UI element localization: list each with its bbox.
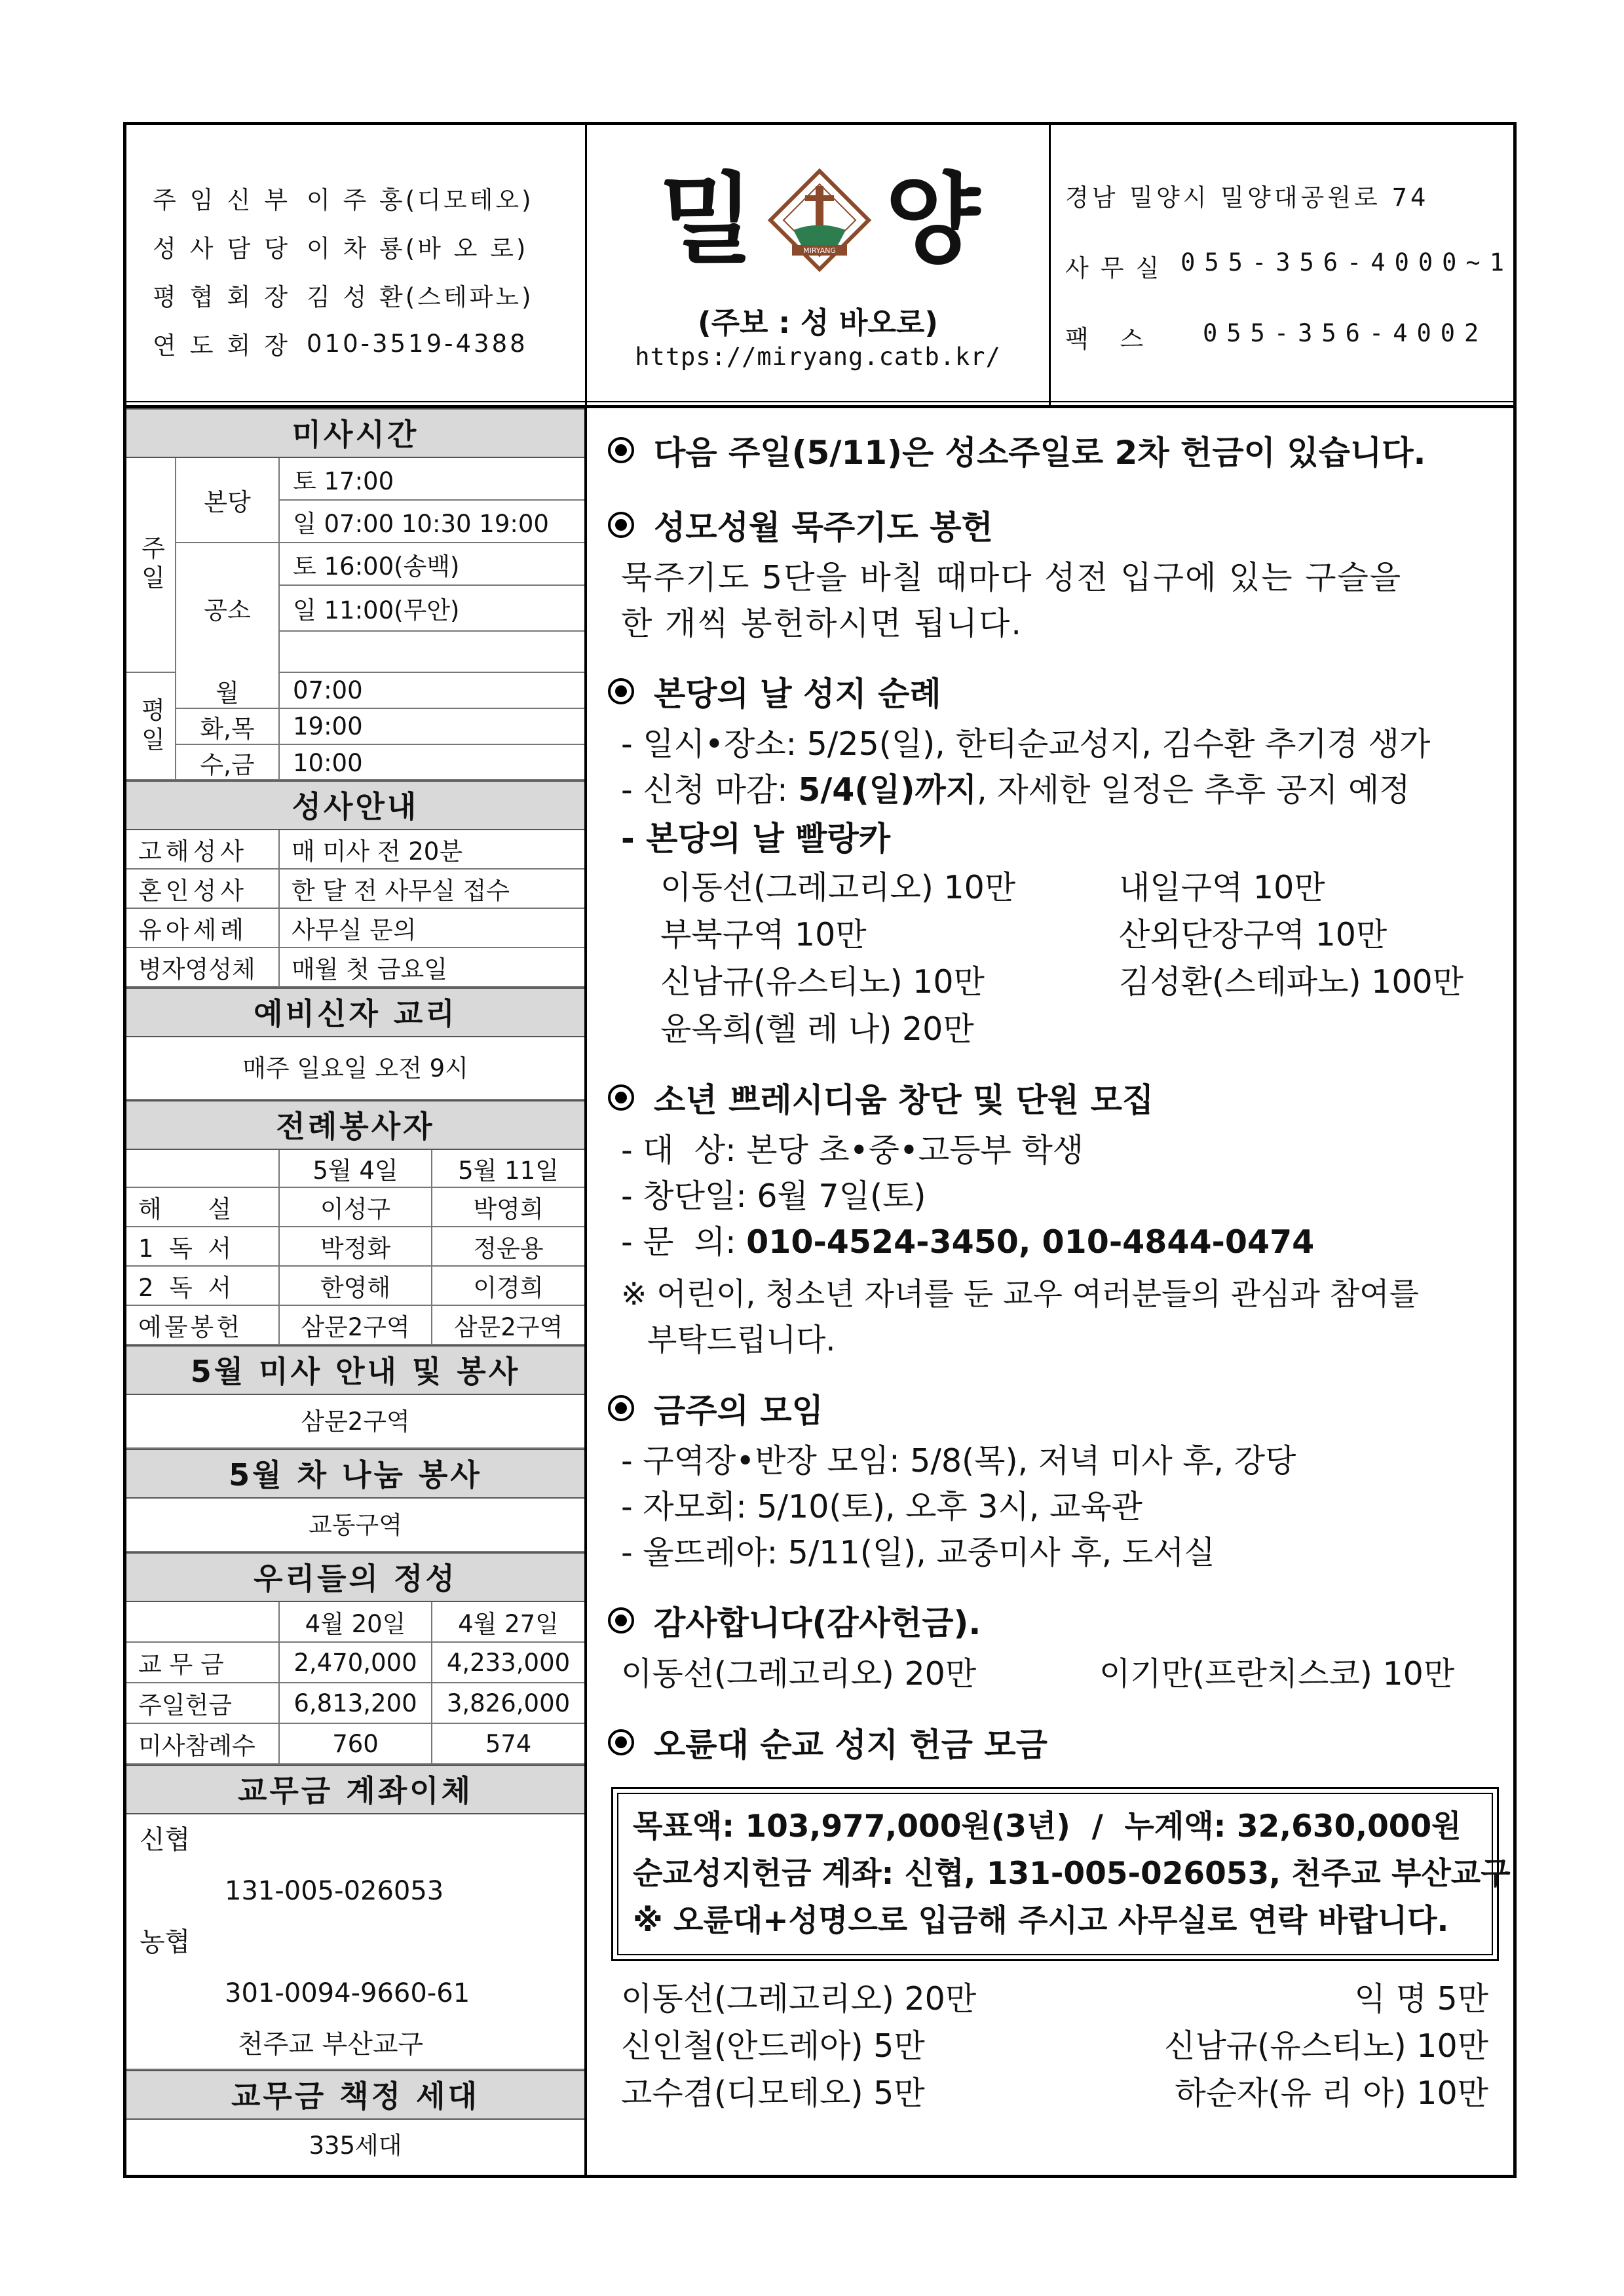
notice-title: 본당의 날 성지 순례 xyxy=(608,661,1495,721)
offering-row: 주일헌금 6,813,200 3,826,000 xyxy=(126,1683,584,1724)
may-mass-value: 삼문2구역 xyxy=(126,1395,584,1449)
parish-emblem-icon xyxy=(767,168,872,273)
thanks-list: 이동선(그레고리오) 20만 이기만(프란치스코) 10만 xyxy=(621,1655,1455,1693)
bullet-icon xyxy=(608,437,634,463)
sunday-label: 주일 xyxy=(126,458,176,673)
fundraising-box xyxy=(611,1787,1511,1961)
donor-row: 신인철(안드레아) 5만 신남규(유스티노) 10만 xyxy=(621,2027,1488,2065)
bank-1: 신협 xyxy=(140,1825,191,1855)
staff-row: 성사담당 이 차 룡(바 오 로) xyxy=(153,235,529,263)
fundraising-note: ※ 오륜대+성명으로 입금해 주시고 사무실로 연락 바랍니다. xyxy=(633,1903,1449,1939)
fundraising-goal: 목표액: 103,977,000원(3년) / 누계액: 32,630,000원 xyxy=(633,1808,1462,1845)
transfer-heading: 교무금 계좌이체 xyxy=(126,1765,584,1814)
bank-2: 농협 xyxy=(140,1927,191,1957)
notice-text: 한 개씩 봉헌하시면 됩니다. xyxy=(621,605,1023,642)
notice-text: 묵주기도 5단을 바칠 때마다 성전 입구에 있는 구슬을 xyxy=(621,559,1403,596)
bulletin-subtitle: (주보 : 성 바오로) xyxy=(698,305,938,340)
bank-2-account: 301-0094-9660-61 xyxy=(225,1978,470,2008)
notice-text: - 문 의: 010-4524-3450, 010-4844-0474 xyxy=(621,1223,1315,1261)
account-holder: 천주교 부산교구 xyxy=(238,2029,424,2059)
liturgy-date-row: 5월 4일 5월 11일 xyxy=(126,1150,584,1188)
mission-sunday-time: 일 11:00(무안) xyxy=(280,586,584,632)
title-right-char: 양 xyxy=(885,163,980,277)
offering-row: 교 무 금 2,470,000 4,233,000 xyxy=(126,1643,584,1683)
left-sidebar xyxy=(126,408,587,2178)
notice-subheading: - 본당의 날 빨랑카 xyxy=(621,820,891,858)
notice-title: 소년 쁘레시디움 창단 및 단원 모집 xyxy=(608,1067,1495,1128)
tue-thu-label: 화,목 xyxy=(176,709,280,745)
bullet-icon xyxy=(608,1395,634,1421)
weekday-label: 평일 xyxy=(126,673,176,780)
bullet-icon xyxy=(608,678,634,704)
bullet-icon xyxy=(608,512,634,538)
staff-block xyxy=(126,125,587,405)
bullet-icon xyxy=(608,1084,634,1111)
notice-text: - 대 상: 본당 초•중•고등부 학생 xyxy=(621,1132,1084,1169)
mass-times-heading: 미사시간 xyxy=(126,408,584,458)
liturgy-heading: 전례봉사자 xyxy=(126,1100,584,1150)
notice-text: - 울뜨레아: 5/11(일), 교중미사 후, 도서실 xyxy=(621,1534,1215,1571)
logo-text: MIRYANG xyxy=(803,246,836,255)
notice-note: ※ 어린이, 청소년 자녀를 둔 교우 여러분들의 관심과 참여를 xyxy=(621,1276,1420,1312)
mission-label: 공소 xyxy=(176,543,280,673)
liturgy-row: 예물봉헌 삼문2구역 삼문2구역 xyxy=(126,1306,584,1345)
liturgy-row: 2 독 서 한영해 이경희 xyxy=(126,1267,584,1306)
notice-title: 감사합니다(감사헌금). xyxy=(608,1590,1495,1651)
notice-title: 오륜대 순교 성지 헌금 모금 xyxy=(608,1712,1495,1772)
address: 경남 밀양시 밀양대공원로 74 xyxy=(1065,183,1429,212)
tea-value: 교동구역 xyxy=(126,1499,584,1552)
main-sunday-times: 일 07:00 10:30 19:00 xyxy=(280,501,584,543)
liturgy-row: 1 독 서 박정화 정운용 xyxy=(126,1227,584,1267)
sacrament-row: 고해성사 매 미사 전 20분 xyxy=(126,830,584,870)
notice-title: 금주의 모임 xyxy=(608,1378,1495,1438)
fundraising-account: 순교성지헌금 계좌: 신협, 131-005-026053, 천주교 부산교구 xyxy=(633,1856,1511,1892)
bulletin-header xyxy=(126,125,1513,408)
notice-text: - 자모회: 5/10(토), 오후 3시, 교육관 xyxy=(621,1488,1143,1525)
contact-block xyxy=(1051,125,1513,405)
tea-heading: 5월 차 나눔 봉사 xyxy=(126,1449,584,1499)
parish-url[interactable]: https://miryang.catb.kr/ xyxy=(635,343,1001,371)
fax-number: 팩 스 055-356-4002 xyxy=(1065,319,1488,353)
transfer-block xyxy=(126,1814,584,2070)
offering-date-row: 4월 20일 4월 27일 xyxy=(126,1602,584,1643)
liturgy-row: 해 설 이성구 박영희 xyxy=(126,1188,584,1227)
notice-title: 다음 주일(5/11)은 성소주일로 2차 헌금이 있습니다. xyxy=(608,420,1495,480)
households-value: 335세대 xyxy=(309,2132,402,2160)
mission-saturday-time: 토 16:00(송백) xyxy=(280,543,584,586)
main-church-label: 본당 xyxy=(176,458,280,543)
notice-note: 부탁드립니다. xyxy=(647,1322,836,1358)
notices-column xyxy=(590,408,1513,2178)
bulletin-page xyxy=(123,122,1517,2178)
notice-text: - 일시•장소: 5/25(일), 한티순교성지, 김수환 추기경 생가 xyxy=(621,725,1431,763)
staff-row: 주임신부 이 주 홍(디모테오) xyxy=(153,186,534,214)
notice-text: - 창단일: 6월 7일(토) xyxy=(621,1177,926,1215)
wed-fri-time: 10:00 xyxy=(293,748,363,777)
title-left-char: 밀 xyxy=(659,163,754,277)
notice-text: - 구역장•반장 모임: 5/8(목), 저녁 미사 후, 강당 xyxy=(621,1442,1296,1480)
may-mass-heading: 5월 미사 안내 및 봉사 xyxy=(126,1345,584,1395)
monday-time: 07:00 xyxy=(280,673,584,709)
offering-row: 미사참례수 760 574 xyxy=(126,1724,584,1765)
mass-schedule xyxy=(126,458,584,780)
sacrament-row: 병자영성체 매월 첫 금요일 xyxy=(126,948,584,987)
spacer xyxy=(280,632,584,673)
notice-title: 성모성월 묵주기도 봉헌 xyxy=(608,495,1495,555)
wed-fri-label: 수,금 xyxy=(176,745,280,780)
staff-row: 연도회장 010-3519-4388 xyxy=(153,329,528,360)
monday-label: 월 xyxy=(176,673,280,709)
catechism-value: 매주 일요일 오전 9시 xyxy=(126,1037,584,1100)
catechism-heading: 예비신자 교리 xyxy=(126,987,584,1037)
donor-row: 고수겸(디모테오) 5만 하순자(유 리 아) 10만 xyxy=(621,2075,1488,2112)
households-heading: 교무금 책정 세대 xyxy=(126,2070,584,2120)
notice-text: - 신청 마감: 5/4(일)까지, 자세한 일정은 추후 공지 예정 xyxy=(621,771,1410,809)
bank-1-account: 131-005-026053 xyxy=(225,1876,444,1906)
tue-thu-time: 19:00 xyxy=(280,709,584,745)
sacrament-row: 혼인성사 한 달 전 사무실 접수 xyxy=(126,870,584,909)
donor-row: 이동선(그레고리오) 20만 익 명 5만 xyxy=(621,1980,1488,2018)
bullet-icon xyxy=(608,1729,634,1755)
parish-logo xyxy=(659,161,980,279)
sacrament-heading: 성사안내 xyxy=(126,780,584,830)
offering-heading: 우리들의 정성 xyxy=(126,1552,584,1602)
bullet-icon xyxy=(608,1607,634,1634)
office-phone: 사무실 055-356-4000~1 xyxy=(1065,248,1513,282)
staff-row: 평협회장 김 성 환(스테파노) xyxy=(153,283,534,311)
donor-list: 이동선(그레고리오) 10만 내일구역 10만 부북구역 10만 산외단장구역 10만 신남규(유스티노) 10만 김성환(스테파노) 100만 윤옥희(헬 레 나) 20만 xyxy=(660,869,1464,1048)
main-saturday-time: 토 17:00 xyxy=(280,458,584,501)
sacrament-row: 유아세례 사무실 문의 xyxy=(126,909,584,948)
title-block xyxy=(587,125,1051,405)
